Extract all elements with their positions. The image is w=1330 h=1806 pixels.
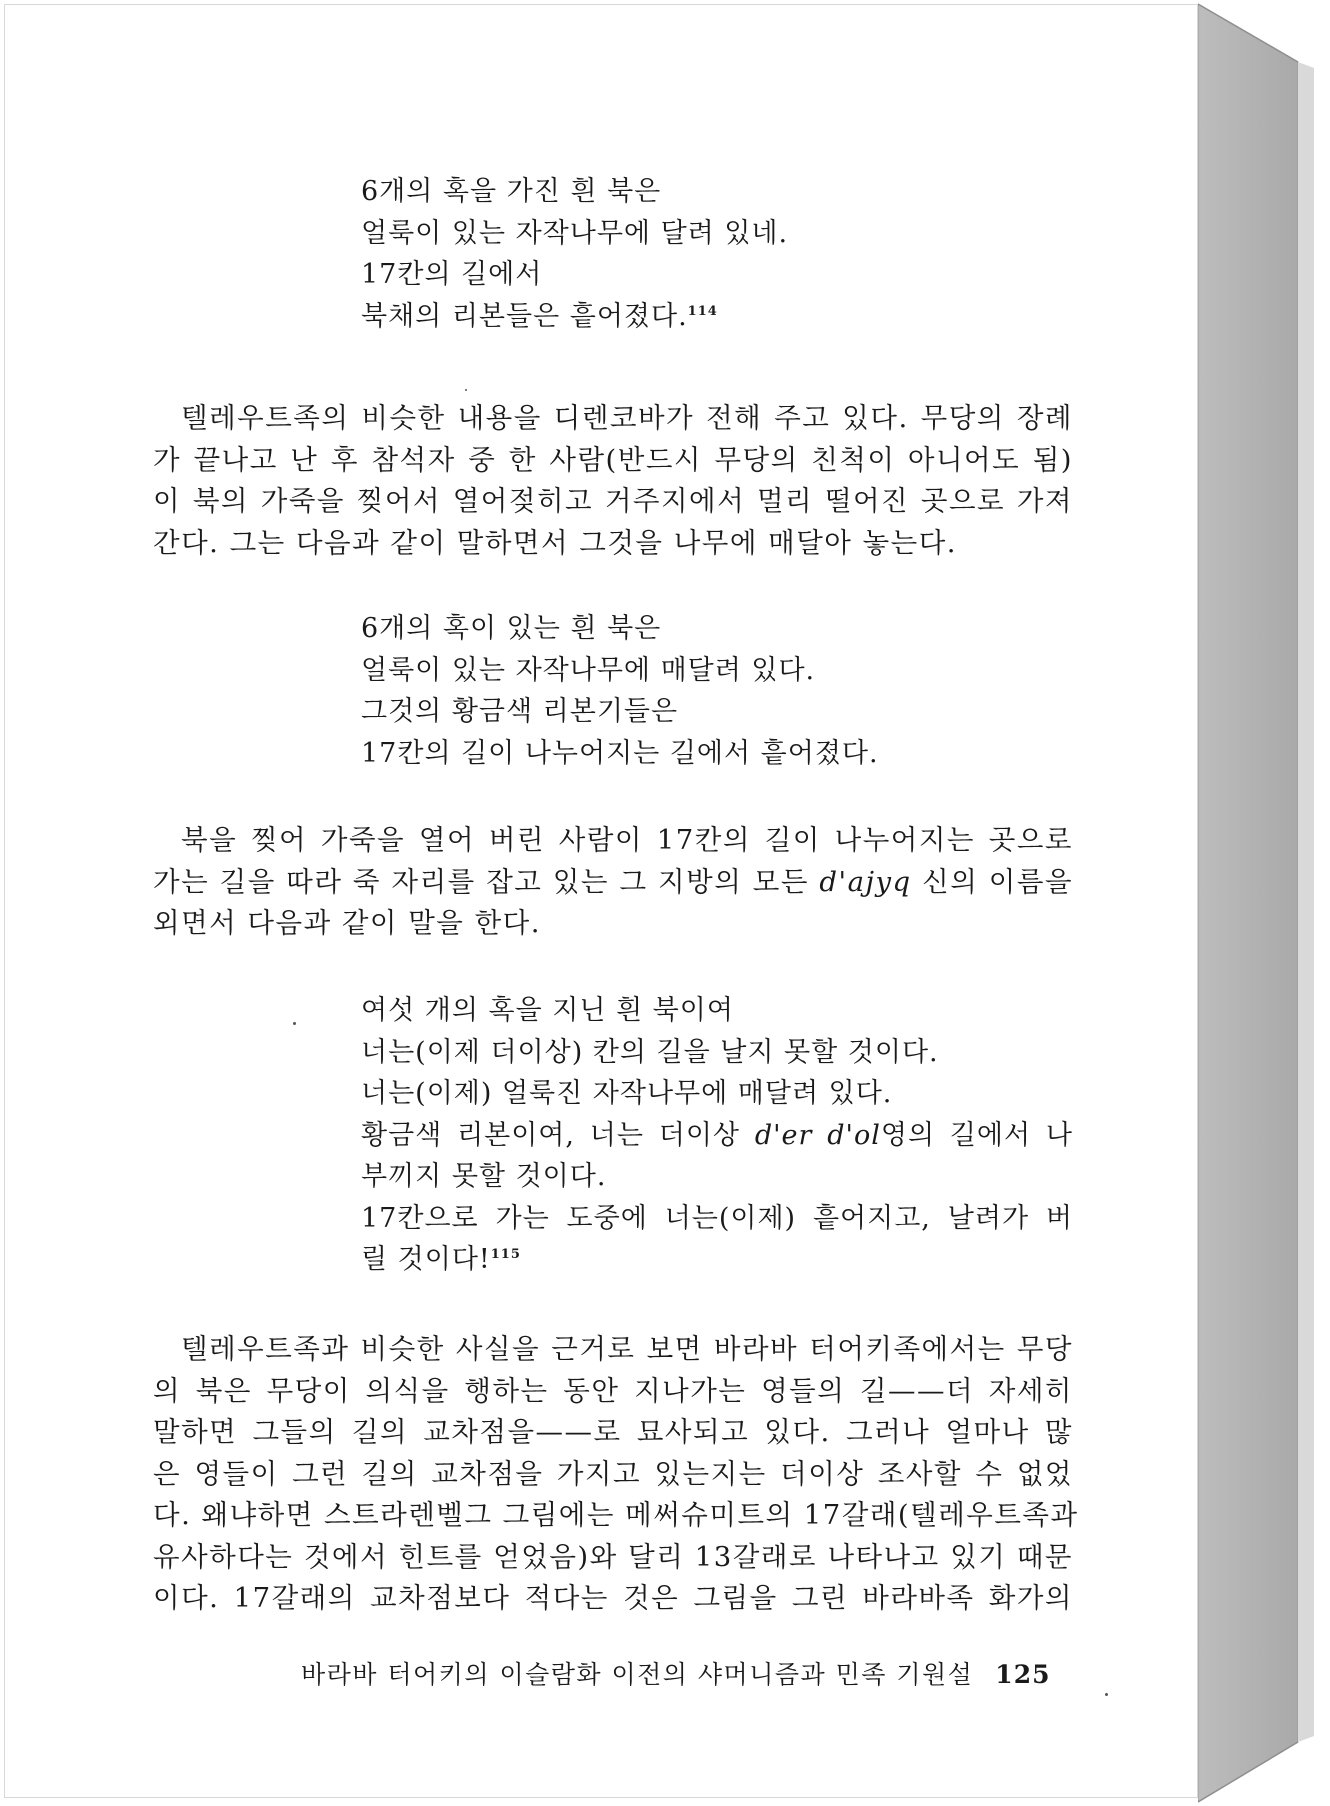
verse-line: 6개의 혹이 있는 흰 북은 <box>361 613 662 644</box>
paragraph-line: 은 영들이 그런 길의 교차점을 가지고 있는지는 더이상 조사할 수 없었 <box>153 1457 1073 1490</box>
verse-line: 그것의 황금색 리본기들은 <box>361 696 679 727</box>
running-footer <box>301 1655 1050 1691</box>
verse-line: 17칸으로 가는 도중에 너는(이제) 흩어지고, 날려가 버 <box>361 1202 1073 1234</box>
italic-term: d'ajyq <box>819 865 912 898</box>
verse-line: 얼룩이 있는 자작나무에 달려 있네. <box>361 217 789 249</box>
paragraph-line: 이다. 17갈래의 교차점보다 적다는 것은 그림을 그린 바라바족 화가의 <box>153 1582 1073 1614</box>
verse-line: 17칸의 길이 나누어지는 길에서 흩어졌다. <box>361 737 879 769</box>
verse-line: 17칸의 길에서 <box>361 259 543 290</box>
book-spine <box>1198 2 1316 1804</box>
verse-line: 여섯 개의 혹을 지닌 흰 북이여 <box>361 995 734 1026</box>
scan-speck <box>1105 1693 1108 1696</box>
verse-line: 릴 것이다!$^{115}$ <box>361 1244 521 1275</box>
paragraph-3 <box>153 1329 1079 1620</box>
paragraph-line: 북을 찢어 가죽을 열어 버린 사람이 17칸의 길이 나누어지는 곳으로 <box>181 824 1073 856</box>
paragraph-1 <box>153 398 1073 564</box>
verse-block-1 <box>361 171 788 337</box>
paragraph-line: 유사하다는 것에서 힌트를 얻었음)와 달리 13갈래로 나타나고 있기 때문 <box>153 1540 1073 1573</box>
verse-line: 너는(이제) 얼룩진 자작나무에 매달려 있다. <box>361 1078 893 1109</box>
paragraph-line: 외면서 다음과 같이 말을 한다. <box>153 907 541 939</box>
scan-speck <box>465 389 467 391</box>
book-spine-graphic <box>1198 2 1316 1804</box>
paragraph-line: 간다. 그는 다음과 같이 말하면서 그것을 나무에 매달아 놓는다. <box>153 526 958 559</box>
verse-line: 너는(이제 더이상) 칸의 길을 날지 못할 것이다. <box>361 1036 939 1068</box>
paragraph-line: 가 끝나고 난 후 참석자 중 한 사람(반드시 무당의 친척이 아니어도 됨) <box>153 443 1073 476</box>
paragraph-line: 말하면 그들의 길의 교차점을——로 묘사되고 있다. 그러나 얼마나 많 <box>153 1416 1073 1448</box>
verse-line: 북채의 리본들은 흩어졌다.$^{114}$ <box>361 300 718 332</box>
paragraph-line: 이 북의 가죽을 찢어서 열어젖히고 거주지에서 멀리 떨어진 곳으로 가져 <box>153 485 1073 517</box>
verse-line: 얼룩이 있는 자작나무에 매달려 있다. <box>361 654 816 686</box>
paragraph-line: 텔레우트족과 비슷한 사실을 근거로 보면 바라바 터어키족에서는 무당 <box>181 1333 1073 1365</box>
paragraph-2 <box>153 820 1073 945</box>
verse-line: 부끼지 못할 것이다. <box>361 1161 607 1192</box>
running-title: 바라바 터어키의 이슬람화 이전의 샤머니즘과 민족 기원설 <box>301 1660 974 1689</box>
verse-block-3 <box>361 990 1073 1281</box>
scan-speck <box>293 1022 296 1025</box>
verse-line: 6개의 혹을 가진 흰 북은 <box>361 176 662 207</box>
page-number: 125 <box>995 1660 1051 1689</box>
footnote-marker: 114 <box>687 303 718 319</box>
paragraph-line: 텔레우트족의 비슷한 내용을 디렌코바가 전해 주고 있다. 무당의 장례 <box>181 402 1073 434</box>
verse-line: 황금색 리본이여, 너는 더이상 d'er d'ol영의 길에서 나 <box>361 1119 1073 1151</box>
italic-term: d'er d'ol <box>754 1119 881 1151</box>
paragraph-line: 가는 길을 따라 죽 자리를 잡고 있는 그 지방의 모든 d'ajyq 신의 이름을 <box>153 865 1074 898</box>
book-page <box>4 4 1198 1798</box>
verse-block-2 <box>361 608 879 774</box>
footnote-marker: 115 <box>490 1247 521 1262</box>
paragraph-line: 다. 왜냐하면 스트라렌벨그 그림에는 메써슈미트의 17갈래(텔레우트족과 <box>153 1499 1079 1531</box>
paragraph-line: 의 북은 무당이 의식을 행하는 동안 지나가는 영들의 길——더 자세히 <box>153 1374 1073 1407</box>
